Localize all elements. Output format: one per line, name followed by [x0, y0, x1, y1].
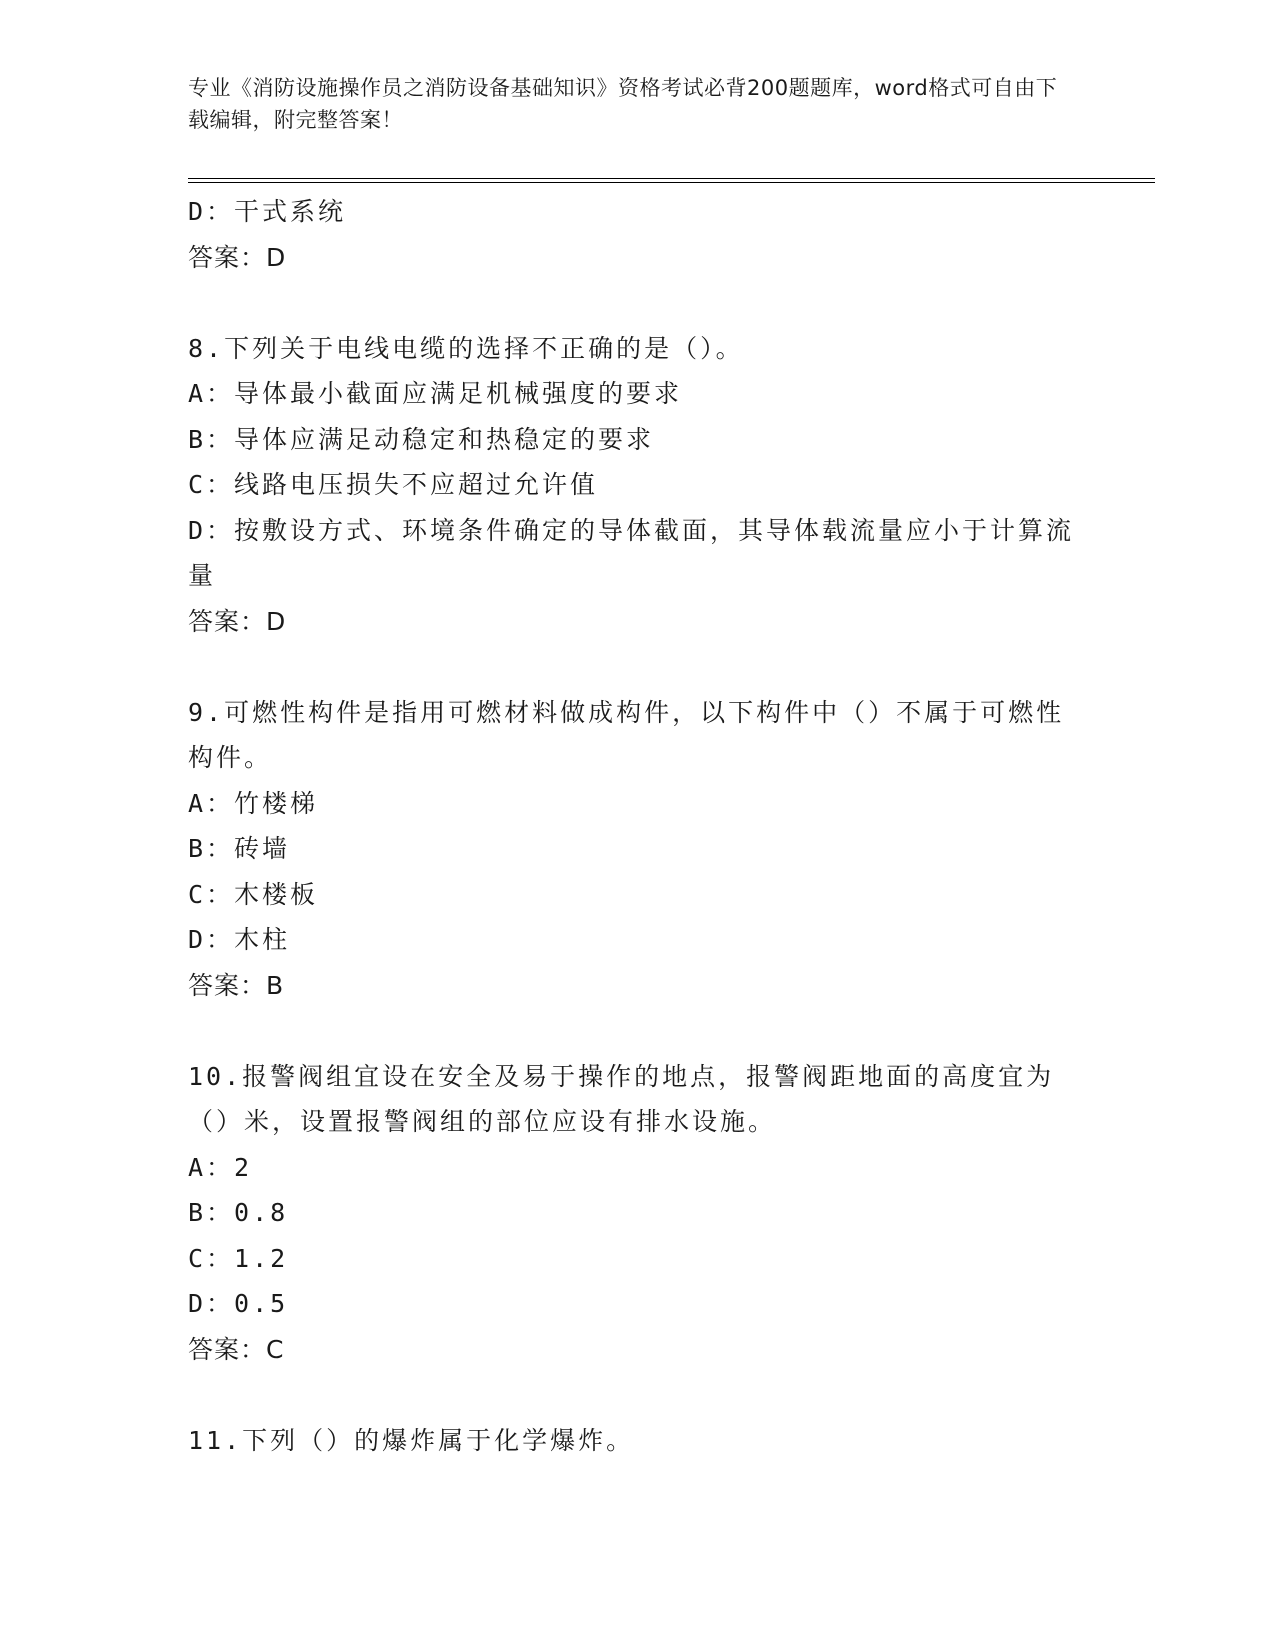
answer-line: 答案：C [188, 1334, 285, 1364]
question-list [188, 189, 1088, 1463]
document-header: 专业《消防设施操作员之消防设备基础知识》资格考试必背200题题库，word格式可自由下载编辑，附完整答案！ [188, 76, 1058, 132]
option-c: C：线路电压损失不应超过允许值 [188, 470, 599, 499]
option-b: B：0.8 [188, 1198, 289, 1227]
question-stem: 10.报警阀组宜设在安全及易于操作的地点，报警阀距地面的高度宜为（）米，设置报警阀组的部位应设有排水设施。 [188, 1061, 1055, 1136]
question-10 [188, 1054, 1088, 1373]
answer-line: 答案：D [188, 606, 287, 636]
question-stem: 9.可燃性构件是指用可燃材料做成构件，以下构件中（）不属于可燃性构件。 [188, 697, 1065, 772]
question-9 [188, 690, 1088, 1009]
option-a: A：竹楼梯 [188, 788, 319, 818]
option-b: B：导体应满足动稳定和热稳定的要求 [188, 424, 655, 454]
option-d: D：按敷设方式、环境条件确定的导体截面，其导体载流量应小于计算流量 [188, 515, 1075, 590]
spacer [188, 280, 1088, 326]
option-c: C：1.2 [188, 1243, 289, 1273]
header-rule-bottom [188, 182, 1155, 183]
question-stem: 8.下列关于电线电缆的选择不正确的是（）。 [188, 333, 744, 363]
question-stem: 11.下列（）的爆炸属于化学爆炸。 [188, 1425, 635, 1455]
question-11 [188, 1418, 1088, 1464]
option-d: D：木柱 [188, 925, 291, 954]
option-a: A：导体最小截面应满足机械强度的要求 [188, 379, 683, 408]
answer-line: 答案：D [188, 242, 287, 272]
option-a: A：2 [188, 1152, 253, 1182]
option-b: B：砖墙 [188, 834, 291, 863]
option-d: D：干式系统 [188, 197, 347, 226]
spacer [188, 644, 1088, 690]
header-rule-top [188, 178, 1155, 179]
option-d: D：0.5 [188, 1289, 289, 1318]
spacer [188, 1372, 1088, 1418]
answer-line: 答案：B [188, 970, 285, 1000]
carry-over-block [188, 189, 1088, 280]
spacer [188, 1008, 1088, 1054]
question-8 [188, 326, 1088, 645]
option-c: C：木楼板 [188, 879, 319, 909]
